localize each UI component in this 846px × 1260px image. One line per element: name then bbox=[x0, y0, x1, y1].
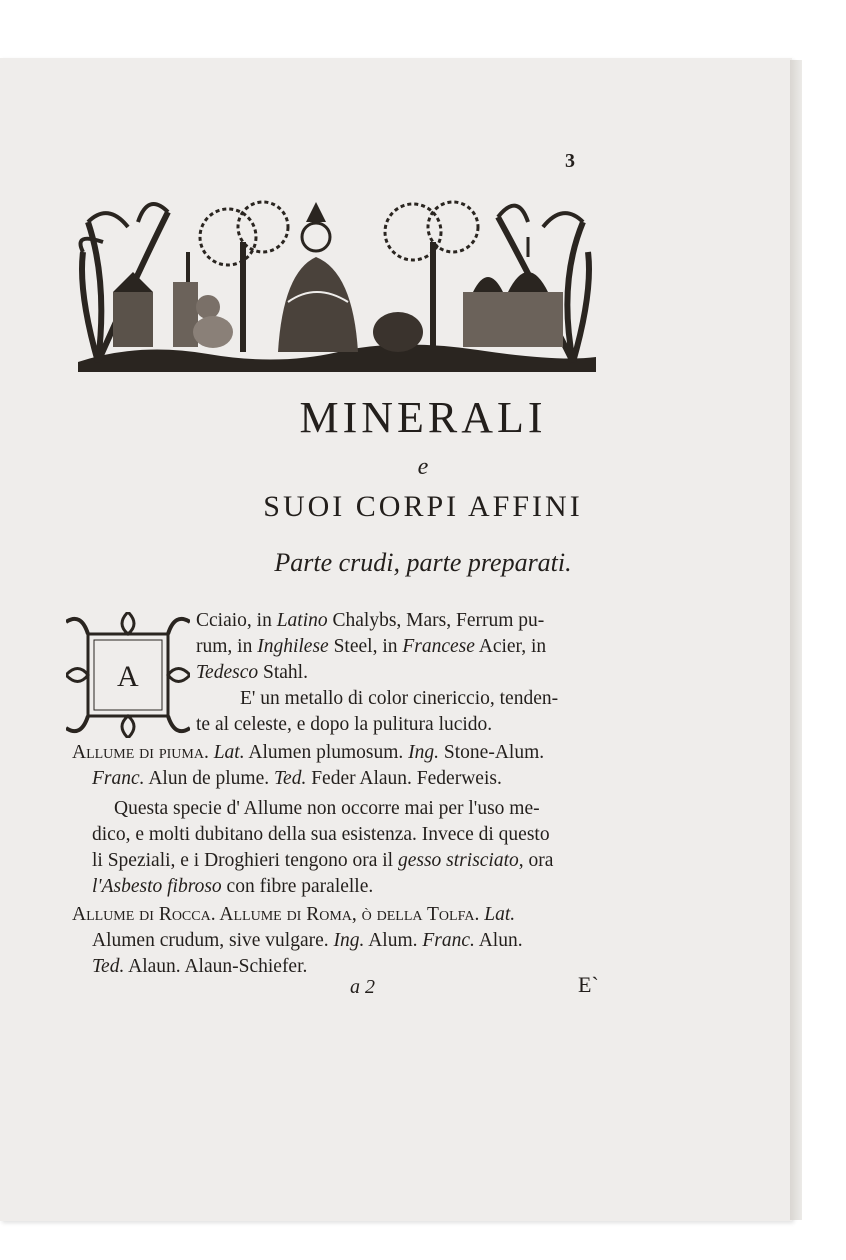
text-span: Allume di piuma bbox=[72, 742, 204, 763]
title-conjunction: e bbox=[417, 454, 429, 480]
text-span: Chalybs, Mars, Ferrum pu- bbox=[327, 610, 545, 631]
text-span: Lat. bbox=[484, 904, 516, 925]
text-span: Ted. bbox=[273, 768, 307, 789]
text-line bbox=[196, 636, 546, 658]
text-span: Inghilese bbox=[257, 636, 329, 657]
text-span: con fibre paralelle. bbox=[221, 876, 374, 897]
woodcut-vignette bbox=[78, 182, 596, 372]
title-subtitle-italic: Parte crudi, parte preparati. bbox=[274, 548, 572, 577]
text-span: Alun. bbox=[474, 930, 523, 951]
text-span: Stahl. bbox=[258, 662, 308, 683]
title-main: MINERALI bbox=[299, 393, 547, 442]
text-line: dico, e molti dubitano della sua esistenza. Invece di questo bbox=[92, 824, 550, 845]
initial-letter: A bbox=[117, 660, 139, 693]
text-span: Steel, in bbox=[328, 636, 403, 657]
title-subtitle: SUOI CORPI AFFINI bbox=[263, 490, 583, 523]
text-span: Francese bbox=[402, 636, 475, 657]
text-span: Alumen plumosum. bbox=[244, 742, 409, 763]
text-span: Stone-Alum. bbox=[439, 742, 545, 763]
text-span: Ing. bbox=[333, 930, 365, 951]
text-span: li Speziali, e i Droghieri tengono ora il bbox=[92, 850, 398, 871]
text-span: Lat. bbox=[213, 742, 245, 763]
text-span: . bbox=[203, 742, 214, 763]
text-span: rum, in bbox=[196, 636, 258, 657]
text-span: Feder Alaun. Federweis. bbox=[306, 768, 502, 789]
text-span: Acier, in bbox=[474, 636, 547, 657]
text-line bbox=[196, 662, 308, 684]
text-line bbox=[92, 768, 502, 790]
text-span: Ted. bbox=[92, 956, 125, 977]
page-number: 3 bbox=[565, 150, 575, 172]
text-span: Alaun. Alaun-Schiefer. bbox=[124, 956, 308, 977]
text-span: l'Asbesto fibroso bbox=[92, 876, 222, 897]
text-span: Ing. bbox=[408, 742, 440, 763]
catchword: E` bbox=[578, 972, 599, 997]
text-line bbox=[92, 930, 523, 952]
text-line: Questa specie d' Allume non occorre mai per l'uso me- bbox=[114, 798, 540, 819]
text-line bbox=[92, 850, 553, 872]
text-line bbox=[196, 610, 544, 632]
page-edge bbox=[790, 60, 802, 1220]
text-span: . bbox=[474, 904, 485, 925]
text-span: Allume di Rocca. Allume di Roma, ò della Tolfa bbox=[72, 904, 475, 925]
text-span: Alum. bbox=[364, 930, 423, 951]
text-span: , ora bbox=[518, 850, 554, 871]
signature-mark: a 2 bbox=[350, 976, 375, 998]
text-line bbox=[72, 742, 544, 764]
text-span: Tedesco bbox=[196, 662, 259, 683]
text-line bbox=[92, 876, 373, 898]
text-line bbox=[92, 956, 307, 978]
text-line: te al celeste, e dopo la pulitura lucido. bbox=[196, 714, 493, 735]
text-span: Cciaio, in bbox=[196, 610, 277, 631]
text-span: Alumen crudum, sive vulgare. bbox=[92, 930, 334, 951]
text-span: gesso strisciato bbox=[397, 850, 519, 871]
text-line: E' un metallo di color cinericcio, tenden- bbox=[240, 688, 559, 709]
text-span: Franc. bbox=[92, 768, 145, 789]
text-line bbox=[72, 904, 515, 926]
text-span: Alun de plume. bbox=[144, 768, 274, 789]
text-span: Franc. bbox=[422, 930, 475, 951]
text-span: Latino bbox=[276, 610, 328, 631]
